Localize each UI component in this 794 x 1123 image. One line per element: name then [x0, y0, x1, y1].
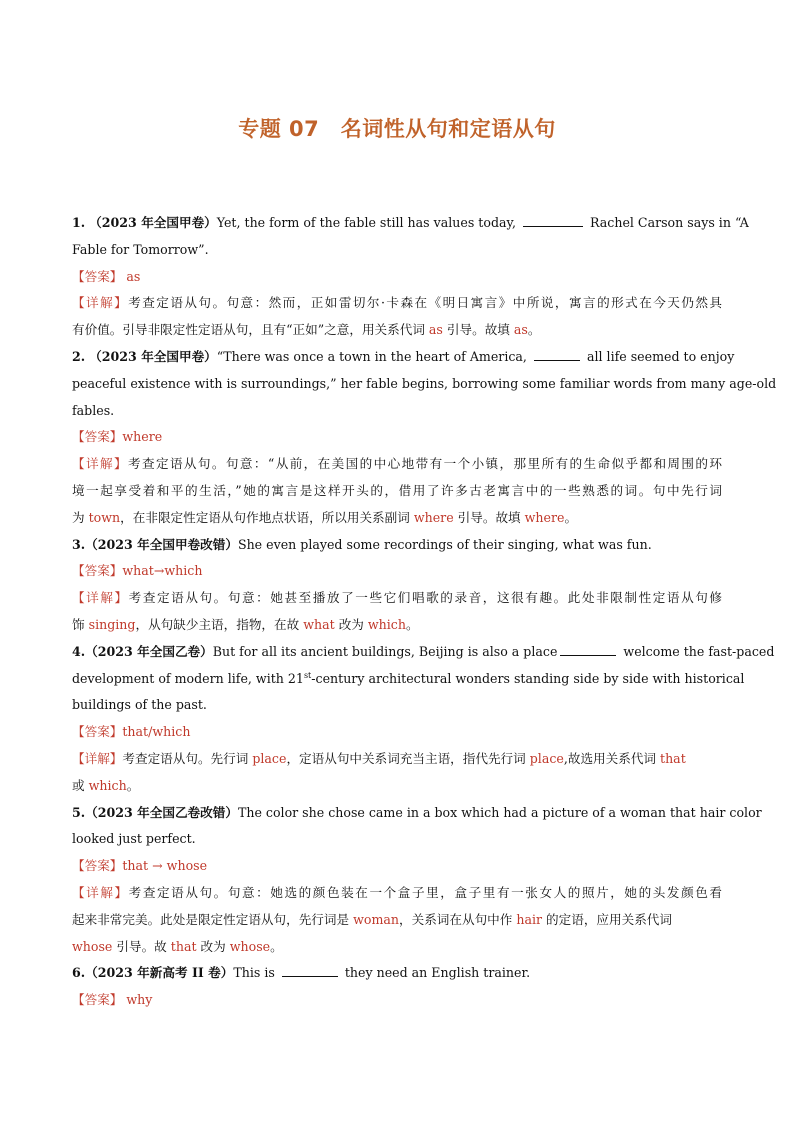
question-2-detail-line-2: 境一起享受着和平的生活，”她的寓言是这样开头的，借用了许多古老寓言中的一些熟悉的词。句中先行词	[72, 482, 722, 498]
question-number: 4.	[72, 643, 86, 659]
question-2-line-2: peaceful existence with is surroundings,” her fable begins, borrowing some familiar words from many age-old	[72, 375, 777, 391]
answer-blank	[560, 643, 616, 656]
question-4-line-2: development of modern life, with 21st-century architectural wonders standing side by side with historical	[72, 670, 745, 686]
question-source: （2023 年新高考 II 卷）	[85, 965, 234, 981]
answer-text: as	[126, 268, 141, 284]
question-1-line-2: Fable for Tomorrow”.	[72, 241, 209, 257]
page-title: 专题 07 名词性从句和定语从句	[238, 117, 556, 141]
answer-text: that/which	[122, 724, 191, 740]
question-list	[72, 210, 777, 1014]
question-3-detail-line-1: 【详解】考查定语从句。句意：她甚至播放了一些它们唱歌的录音，这很有趣。此处非限制性定语从句修	[72, 590, 723, 606]
question-5-line-2: looked just perfect.	[72, 831, 196, 847]
question-source: （2023 年全国甲卷改错）	[85, 536, 238, 552]
question-6-line-1: 6.（2023 年新高考 II 卷）This is they need an English trainer.	[72, 965, 531, 981]
question-number: 3.	[72, 536, 86, 552]
question-number: 2.	[72, 348, 86, 364]
question-4-detail-line-2: 或 which。	[72, 777, 140, 793]
question-source: （2023 年全国乙卷）	[85, 643, 213, 659]
question-5-detail-line-2: 起来非常完美。此处是限定性定语从句，先行词是 woman，关系词在从句中作 hair 的定语，应用关系代词	[72, 911, 672, 927]
answer-text: why	[126, 992, 153, 1008]
question-number: 1.	[72, 215, 86, 230]
question-4-line-1: 4.（2023 年全国乙卷）But for all its ancient buildings, Beijing is also a place welcome the fast-paced	[72, 643, 775, 659]
question-2-answer: 【答案】where	[72, 429, 163, 445]
question-source: （2023 年全国甲卷）	[89, 215, 217, 230]
question-1-detail-line-2: 有价值。引导非限定性定语从句，且有“正如”之意，用关系代词 as 引导。故填 as。	[72, 322, 541, 338]
question-number: 6.	[72, 965, 86, 981]
question-1-answer: 【答案】 as	[72, 268, 141, 284]
question-4-answer: 【答案】that/which	[72, 724, 191, 740]
question-2-line-1: 2. （2023 年全国甲卷）“There was once a town in the heart of America, all life seemed to enjoy	[72, 348, 735, 364]
question-1-detail-line-1: 【详解】考查定语从句。句意：然而，正如雷切尔·卡森在《明日寓言》中所说，寓言的形式在今天仍然具	[72, 295, 723, 311]
question-1-line-1: 1. （2023 年全国甲卷）Yet, the form of the fable still has values today, Rachel Carson says in “A	[72, 215, 749, 230]
question-6-answer: 【答案】 why	[72, 992, 153, 1008]
question-5-detail-line-3: whose 引导。故 that 改为 whose。	[72, 938, 283, 954]
question-3-answer: 【答案】what→which	[72, 563, 203, 579]
question-source: （2023 年全国乙卷改错）	[85, 804, 238, 820]
question-2-detail-line-3: 为 town，在非限定性定语从句作地点状语，所以用关系副词 where 引导。故填 where。	[72, 509, 578, 525]
answer-text: that → whose	[122, 858, 208, 874]
answer-blank	[523, 214, 583, 227]
answer-text: what→which	[122, 563, 203, 579]
question-source: （2023 年全国甲卷）	[89, 348, 217, 364]
question-3-line-1: 3.（2023 年全国甲卷改错）She even played some recordings of their singing, what was fun.	[72, 536, 652, 552]
question-2-detail-line-1: 【详解】考查定语从句。句意：“从前，在美国的中心地带有一个小镇，那里所有的生命似乎都和周围的环	[72, 456, 722, 472]
question-number: 5.	[72, 804, 86, 820]
question-4-detail-line-1: 【详解】考查定语从句。先行词 place，定语从句中关系词充当主语，指代先行词 place,故选用关系代词 that	[72, 750, 686, 766]
question-5-line-1: 5.（2023 年全国乙卷改错）The color she chose came in a box which had a picture of a woman that hair color	[72, 804, 762, 820]
answer-blank	[282, 964, 338, 977]
answer-blank	[534, 348, 580, 361]
question-2-line-3: fables.	[72, 402, 115, 418]
question-5-answer: 【答案】that → whose	[72, 858, 208, 874]
question-5-detail-line-1: 【详解】考查定语从句。句意：她选的颜色装在一个盒子里，盒子里有一张女人的照片，她的头发颜色看	[72, 884, 723, 900]
question-4-line-3: buildings of the past.	[72, 697, 207, 713]
question-3-detail-line-2: 饰 singing，从句缺少主语，指物，在故 what 改为 which。	[72, 616, 419, 632]
answer-text: where	[122, 429, 163, 445]
